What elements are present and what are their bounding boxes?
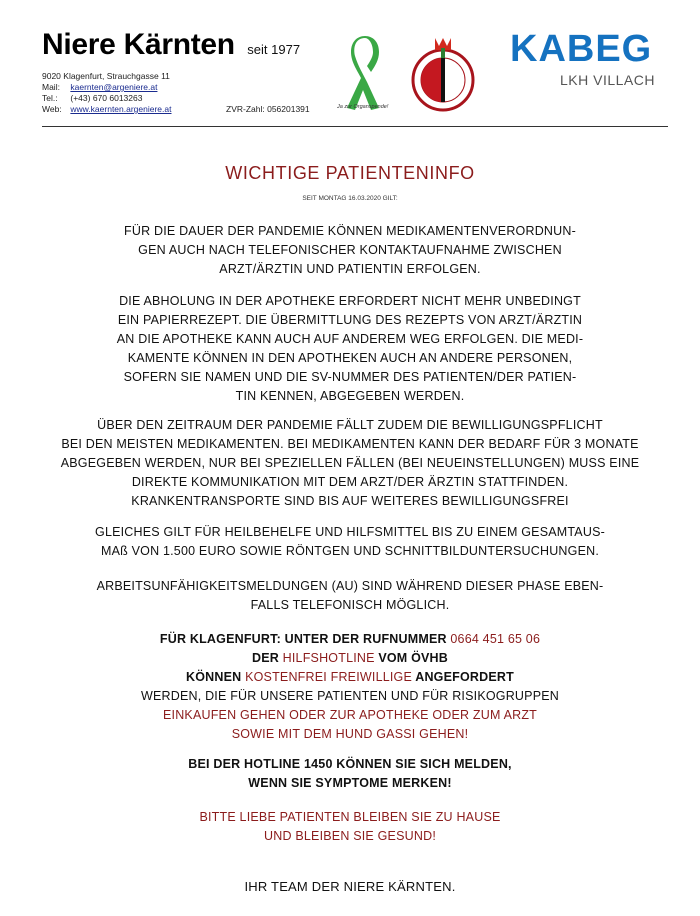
text-line: ARBEITSUNFÄHIGKEITSMELDUNGEN (AU) SIND WÄHREND DIESER PHASE EBEN- (96, 579, 604, 593)
text-line: BEI DEN MEISTEN MEDIKAMENTEN. BEI MEDIKAMENTEN KANN DER BEDARF FÜR 3 MONATE (61, 437, 639, 451)
mail-label: Mail: (42, 82, 60, 92)
kabeg-logo: KABEG (510, 28, 653, 70)
text-line: KAMENTE KÖNNEN IN DEN APOTHEKEN AUCH AN ANDERE PERSONEN, (127, 351, 573, 365)
text-line: GLEICHES GILT FÜR HEILBEHELFE UND HILFSMITTEL BIS ZU EINEM GESAMTAUS- (95, 525, 605, 539)
paragraph-approval (20, 416, 680, 511)
paragraph-stay-home (20, 808, 680, 846)
text-line: WERDEN, DIE FÜR UNSERE PATIENTEN UND FÜR RISIKOGRUPPEN (140, 689, 559, 703)
contact-block (42, 71, 172, 115)
text-line: DIREKTE KOMMUNIKATION MIT DEM ARZT/DER ÄRZTIN STATTFINDEN. (131, 475, 569, 489)
text-line: ANGEFORDERT (412, 670, 514, 684)
signoff: IHR TEAM DER NIERE KÄRNTEN. (244, 879, 456, 894)
text-line: FALLS TELEFONISCH MÖGLICH. (250, 598, 450, 612)
zvr-number: ZVR-Zahl: 056201391 (226, 104, 310, 114)
notice-title: WICHTIGE PATIENTENINFO (225, 163, 475, 183)
paragraph-hotline (20, 630, 680, 744)
paragraph-sick-notes (20, 577, 680, 615)
text-line: KÖNNEN (186, 670, 246, 684)
text-line: ÜBER DEN ZEITRAUM DER PANDEMIE FÄLLT ZUDEM DIE BEWILLIGUNGSPFLICHT (97, 418, 603, 432)
text-line: WENN SIE SYMPTOME MERKEN! (248, 776, 452, 790)
web-label: Web: (42, 104, 62, 114)
tel-label: Tel.: (42, 93, 58, 103)
text-line: VOM ÖVHB (374, 651, 448, 665)
text-line: SOWIE MIT DEM HUND GASSI GEHEN! (231, 727, 469, 741)
text-line: BITTE LIEBE PATIENTEN BLEIBEN SIE ZU HAUSE (199, 810, 501, 824)
text-line: UND BLEIBEN SIE GESUND! (263, 829, 436, 843)
text-line: FÜR KLAGENFURT: UNTER DER RUFNUMMER (159, 632, 451, 646)
lkh-villach-label: LKH VILLACH (560, 72, 655, 88)
text-line: TIN KENNEN, ABGEGEBEN WERDEN. (235, 389, 465, 403)
web-link[interactable]: www.kaernten.argeniere.at (70, 104, 172, 114)
text-line: ARZT/ÄRZTIN UND PATIENTIN ERFOLGEN. (219, 262, 481, 276)
ribbon-caption: Ja zur Organspende! (337, 104, 389, 110)
mail-link[interactable]: kaernten@argeniere.at (70, 82, 158, 92)
paragraph-1450 (20, 755, 680, 793)
phone-number[interactable]: 0664 451 65 06 (450, 632, 541, 646)
text-line: EINKAUFEN GEHEN ODER ZUR APOTHEKE ODER ZUM ARZT (162, 708, 538, 722)
paragraph-pharmacy (20, 292, 680, 406)
org-title (42, 28, 300, 62)
text-line: SOFERN SIE NAMEN UND DIE SV-NUMMER DES PATIENTEN/DER PATIEN- (123, 370, 577, 384)
text-line: AN DIE APOTHEKE KANN AUCH AUF ANDEREM WEG ERFOLGEN. DIE MEDI- (116, 332, 584, 346)
text-line: KRANKENTRANSPORTE SIND BIS AUF WEITERES BEWILLIGUNGSFREI (131, 494, 569, 508)
since-label: seit 1977 (247, 42, 301, 57)
volunteers-highlight: KOSTENFREI FREIWILLIGE (245, 670, 413, 684)
address: 9020 Klagenfurt, Strauchgasse 11 (42, 71, 170, 81)
hotline-highlight: HILFSHOTLINE (282, 651, 375, 665)
org-name: Niere Kärnten (42, 28, 235, 61)
text-line: DIE ABHOLUNG IN DER APOTHEKE ERFORDERT NICHT MEHR UNBEDINGT (119, 294, 581, 308)
text-line: EIN PAPIERREZEPT. DIE ÜBERMITTLUNG DES REZEPTS VON ARZT/ÄRZTIN (117, 313, 583, 327)
paragraph-prescriptions (20, 222, 680, 279)
tel-value: (+43) 670 6013263 (70, 93, 143, 103)
header-divider (42, 126, 668, 127)
notice-subtitle: SEIT MONTAG 16.03.2020 GILT: (302, 195, 398, 202)
text-line: ABGEGEBEN WERDEN, NUR BEI SPEZIELLEN FÄLLEN (BEI NEUEINSTELLUNGEN) MUSS EINE (60, 456, 640, 470)
text-line: MAß VON 1.500 EURO SOWIE RÖNTGEN UND SCHNITTBILDUNTERSUCHUNGEN. (100, 544, 600, 558)
seal-logo-icon (403, 34, 483, 114)
paragraph-aids (20, 523, 680, 561)
text-line: FÜR DIE DAUER DER PANDEMIE KÖNNEN MEDIKAMENTENVERORDNUN- (124, 224, 576, 238)
text-line: BEI DER HOTLINE 1450 KÖNNEN SIE SICH MELDEN, (188, 757, 512, 771)
text-line: DER (251, 651, 283, 665)
text-line: GEN AUCH NACH TELEFONISCHER KONTAKTAUFNAHME ZWISCHEN (138, 243, 562, 257)
